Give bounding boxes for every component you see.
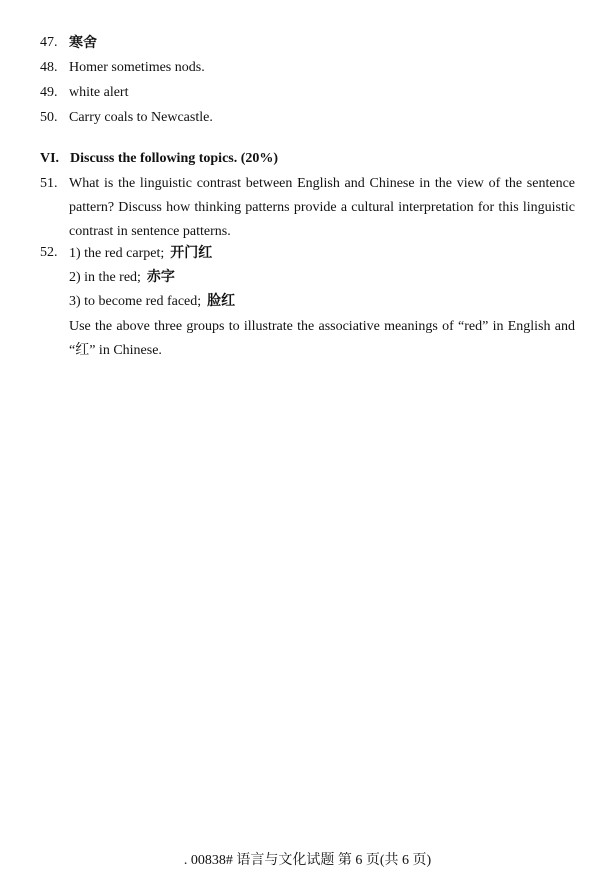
question-52-instruction: Use the above three groups to illustrate the associative meanings of “red” in English and “红” in Chinese. (69, 319, 575, 358)
section-heading (40, 147, 278, 171)
question-text: Homer sometimes nods. (69, 60, 205, 75)
question-number: 51. (40, 176, 58, 191)
question-number: 48. (40, 60, 58, 75)
question-number: 47. (40, 35, 58, 50)
question-number: 50. (40, 110, 58, 125)
group-english: 2) in the red; (69, 270, 141, 285)
question-51-text: What is the linguistic contrast between English and Chinese in the view of the sentence pattern? Discuss how thinking patterns provide a cultural interpretation for this linguistic contrast in sentence patterns. (69, 176, 575, 239)
question-52-group-3 (69, 289, 235, 314)
question-number: 49. (40, 85, 58, 100)
question-52-group-1 (69, 241, 212, 266)
group-chinese: 脸红 (207, 293, 236, 309)
page-footer: . 00838# 语言与文化试题 第 6 页(共 6 页) (183, 853, 432, 868)
group-english: 1) the red carpet; (69, 246, 165, 261)
question-number: 52. (40, 245, 58, 260)
question-text: Carry coals to Newcastle. (69, 110, 213, 125)
section-title: Discuss the following topics. (20%) (70, 151, 279, 166)
question-text: white alert (69, 85, 129, 100)
section-number: VI. (40, 151, 60, 166)
group-english: 3) to become red faced; (69, 294, 202, 309)
question-52-group-2 (69, 265, 175, 290)
group-chinese: 开门红 (170, 245, 213, 261)
group-chinese: 赤字 (146, 269, 175, 285)
question-text: 寒舍 (69, 35, 97, 51)
